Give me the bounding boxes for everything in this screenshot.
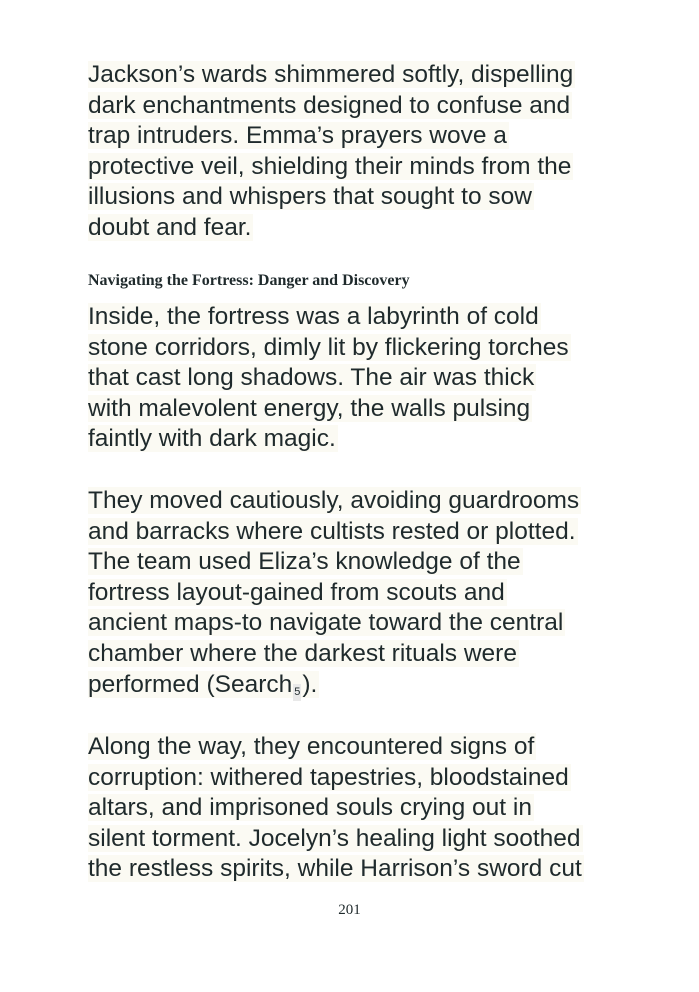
text-line: performed (Search 5).: [88, 670, 628, 701]
text-line: silent torment. Jocelyn’s healing light soothed: [88, 824, 581, 852]
text-line: They moved cautiously, avoiding guardrooms: [88, 487, 580, 514]
section-heading: Navigating the Fortress: Danger and Discovery: [88, 272, 410, 289]
text-line: dark enchantments designed to confuse and: [88, 91, 571, 119]
text-line: stone corridors, dimly lit by flickering torches: [88, 333, 569, 361]
text-line: doubt and fear.: [88, 213, 252, 241]
text-line: The team used Eliza’s knowledge of the: [88, 548, 521, 576]
paragraph-wards: [88, 60, 628, 244]
text-line: protective veil, shielding their minds from the: [88, 152, 572, 180]
text-line: the restless spirits, while Harrison’s sword cut: [88, 855, 582, 883]
text-line: with malevolent energy, the walls pulsing: [88, 394, 531, 422]
text-line: that cast long shadows. The air was thick: [88, 364, 535, 392]
text-line: faintly with dark magic.: [88, 425, 336, 453]
paragraph-moved-cautiously: [88, 486, 628, 701]
citation-mark[interactable]: 5: [293, 684, 301, 701]
text-line: altars, and imprisoned souls crying out in: [88, 794, 532, 822]
text-line: fortress layout-gained from scouts and: [88, 578, 505, 606]
text-line: Jackson’s wards shimmered softly, dispelling: [88, 61, 574, 88]
text-line: trap intruders. Emma’s prayers wove a: [88, 122, 507, 150]
paragraph-signs-of-corruption: [88, 732, 628, 885]
text-line: Inside, the fortress was a labyrinth of cold: [88, 303, 539, 330]
text-line: ancient maps-to navigate toward the central: [88, 609, 564, 637]
text-line: illusions and whispers that sought to sow: [88, 183, 532, 211]
paragraph-fortress-interior: [88, 302, 628, 455]
text-line: corruption: withered tapestries, bloodstained: [88, 763, 569, 791]
text-line: chamber where the darkest rituals were: [88, 639, 517, 667]
page-number: 201: [338, 902, 361, 918]
text-line: Along the way, they encountered signs of: [88, 733, 535, 760]
text-line: and barracks where cultists rested or plotted.: [88, 517, 576, 545]
